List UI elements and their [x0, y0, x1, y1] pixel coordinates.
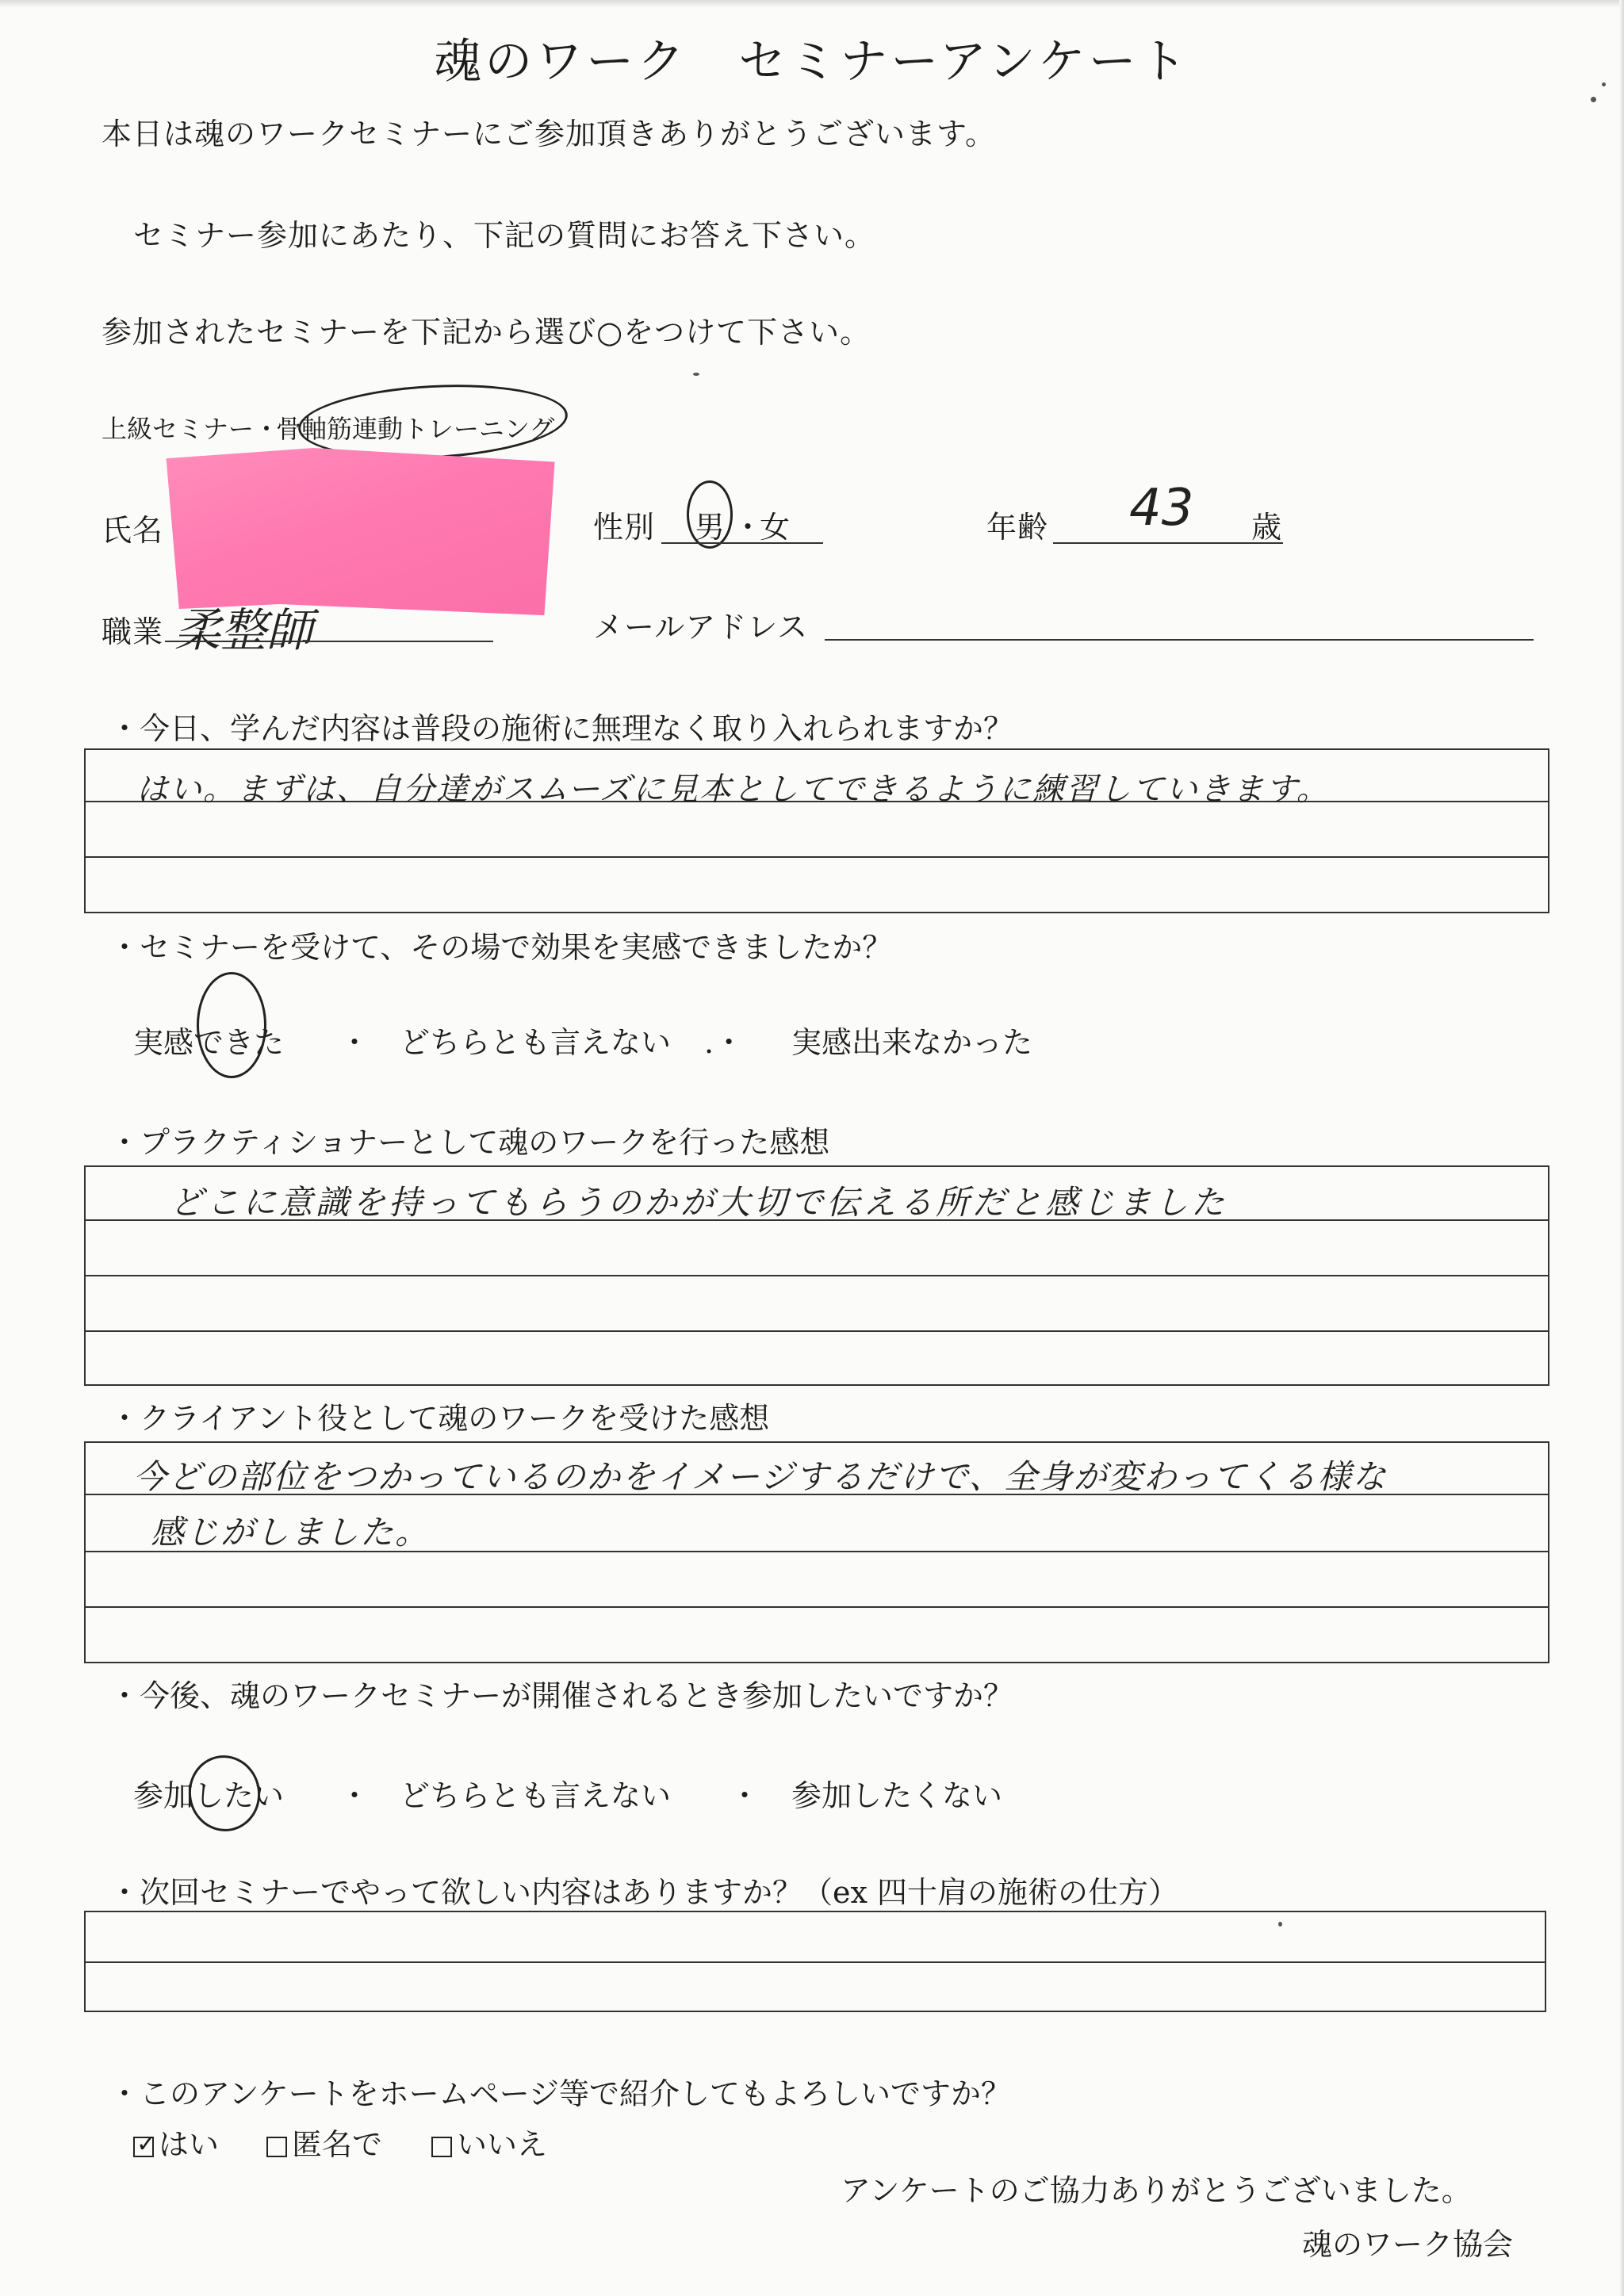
q6-question: ・次回セミナーでやって欲しい内容はありますか？（ex 四十肩の施術の仕方） [109, 1875, 1179, 1910]
checkbox-yes[interactable] [133, 2130, 157, 2158]
intro-line-3: 参加されたセミナーを下記から選び○をつけて下さい。 [102, 315, 871, 350]
intro-line-2: セミナー参加にあたり、下記の質問にお答え下さい。 [133, 218, 876, 253]
age-unit: 歳 [1251, 510, 1283, 545]
name-label: 氏名 [102, 513, 164, 548]
q5-option-want-to[interactable]: 参加したい [133, 1778, 285, 1813]
q7-option-anonymous[interactable] [266, 2120, 382, 2164]
q4-row [86, 1552, 1548, 1608]
q5-option-dont-want[interactable]: 参加したくない [791, 1778, 1003, 1813]
checkbox-anonymous[interactable] [266, 2137, 287, 2157]
email-underline[interactable] [825, 639, 1534, 641]
organization-name: 魂のワーク協会 [1302, 2227, 1514, 2262]
q6-answer-box[interactable] [84, 1911, 1546, 2012]
scan-speck [1591, 97, 1596, 102]
q5-selection-circle [182, 1750, 266, 1837]
redaction-sticky-note [163, 446, 555, 616]
q3-answer-handwritten: どこに意識を持ってもらうのかが大切で伝える所だと感じました [170, 1183, 1228, 1222]
intro-line-1: 本日は魂のワークセミナーにご参加頂きありがとうございます。 [102, 117, 996, 151]
q3-question: ・プラクティショナーとして魂のワークを行った感想 [109, 1125, 830, 1160]
q5-option-neither[interactable]: どちらとも言えない [400, 1778, 672, 1813]
scan-right-edge [1619, 0, 1624, 2296]
q2-option-felt-it[interactable]: 実感できた [133, 1025, 285, 1060]
q4-answer-line-2-handwritten: 感じがしました。 [151, 1513, 431, 1552]
q6-row [86, 1912, 1545, 1963]
q1-question: ・今日、学んだ内容は普段の施術に無理なく取り入れられますか？ [109, 711, 1014, 746]
q7-no-label: いいえ [457, 2127, 548, 2162]
gender-separator: ・ [733, 510, 764, 545]
job-value-handwritten[interactable]: 柔整師 [174, 603, 313, 657]
q7-option-yes[interactable] [133, 2120, 219, 2164]
q4-answer-line-1-handwritten: 今どの部位をつかっているのかをイメージするだけで、全身が変わってくる様な [133, 1457, 1388, 1496]
age-value-handwritten[interactable]: 43 [1129, 479, 1194, 538]
gender-selection-circle [687, 480, 733, 549]
age-underline [1053, 542, 1283, 544]
q7-option-no[interactable] [431, 2120, 547, 2164]
q3-row [86, 1276, 1548, 1332]
email-label: メールアドレス [593, 610, 809, 645]
checkmark-icon: ✓ [136, 2130, 157, 2158]
job-label: 職業 [102, 614, 164, 649]
q7-anonymous-label: 匿名で [292, 2127, 383, 2162]
q3-row [86, 1332, 1548, 1384]
scan-top-edge [0, 0, 1624, 8]
scan-speck [1602, 82, 1606, 86]
job-underline [165, 641, 493, 642]
q7-question: ・このアンケートをホームページ等で紹介してもよろしいですか？ [109, 2076, 1011, 2111]
gender-option-male[interactable]: 男 [695, 510, 726, 545]
scan-speck [1278, 1922, 1282, 1927]
q1-answer-handwritten: はい。まずは、自分達がスムーズに見本としてできるように練習していきます。 [136, 771, 1330, 808]
q2-option-neither[interactable]: どちらとも言えない [400, 1025, 672, 1060]
q2-separator-1: ・ [339, 1025, 370, 1060]
scan-speck [693, 373, 699, 376]
gender-label: 性別 [593, 510, 656, 545]
q2-selection-circle [197, 972, 266, 1078]
q2-separator-2: .・ [704, 1025, 745, 1060]
gender-underline [661, 542, 823, 544]
q3-row [86, 1221, 1548, 1276]
q2-question: ・セミナーを受けて、その場で効果を実感できましたか？ [109, 930, 893, 965]
q4-question: ・クライアント役として魂のワークを受けた感想 [109, 1401, 770, 1436]
closing-thanks: アンケートのご協力ありがとうございました。 [841, 2173, 1472, 2208]
seminar-option-bone-axis-training[interactable]: 骨軸筋連動トレーニング [276, 414, 555, 444]
q5-separator-2: ・ [730, 1778, 760, 1813]
q5-separator-1: ・ [339, 1778, 370, 1813]
gender-option-female[interactable]: 女 [760, 510, 791, 545]
page-title: 魂のワーク セミナーアンケート [434, 34, 1190, 90]
q5-question: ・今後、魂のワークセミナーが開催されるとき参加したいですか？ [109, 1678, 1014, 1713]
q1-row [86, 858, 1548, 912]
q2-option-not-felt[interactable]: 実感出来なかった [791, 1025, 1033, 1060]
seminar-prefix: 上級セミナー・ [102, 414, 280, 444]
q7-yes-label: はい [159, 2127, 220, 2162]
age-label: 年齢 [986, 510, 1049, 545]
q1-row [86, 802, 1548, 858]
q6-row [86, 1963, 1545, 2012]
q4-row [86, 1608, 1548, 1662]
checkbox-no[interactable] [431, 2137, 452, 2157]
